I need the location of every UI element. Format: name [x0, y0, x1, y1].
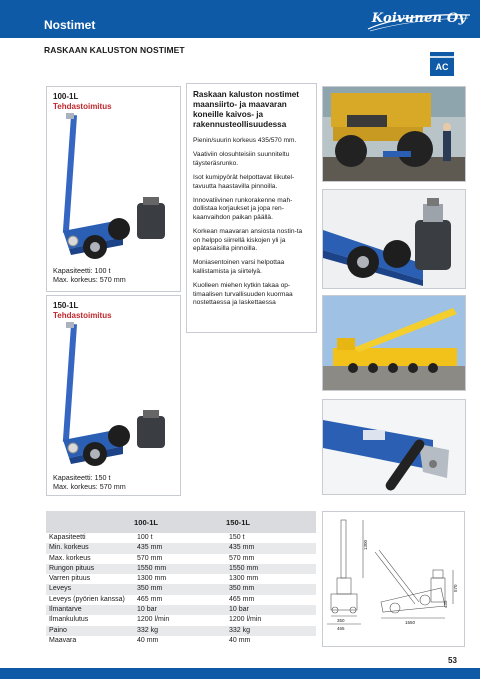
- spec-label: Kapasiteetti: [49, 534, 86, 541]
- spec-label: Paino: [46, 626, 134, 636]
- jack-handle-image: [323, 400, 466, 495]
- photo-jack-closeup: [322, 189, 466, 289]
- dim-label: 1300: [363, 539, 368, 550]
- spec-value: 1300 mm: [229, 575, 259, 583]
- spec-value: 435 mm: [226, 543, 316, 553]
- spec-value: 465 mm: [229, 595, 255, 603]
- table-row: [46, 533, 316, 543]
- photo-crane: [322, 295, 466, 391]
- spec-value: 1200 l/min: [137, 616, 170, 624]
- technical-drawing: [322, 511, 465, 647]
- product-card-150: [46, 295, 181, 496]
- product-delivery: Tehdastoimitus: [53, 102, 112, 111]
- product-model: 150-1L: [53, 301, 79, 310]
- ac-logo-icon: [430, 52, 454, 76]
- jack-image-150: [53, 322, 177, 470]
- spec-value: 10 bar: [226, 605, 316, 615]
- spec-label: Ilmankulutus: [49, 616, 89, 624]
- spec-value: 1200 l/min: [229, 616, 262, 624]
- spec-header-cell: 100-1L: [134, 511, 226, 533]
- spec-header-cell: 150-1L: [226, 511, 316, 533]
- description-paragraph: Pienin/suurin korkeus 435/570 mm.: [193, 137, 297, 144]
- spec-value: 350 mm: [226, 584, 316, 594]
- description-paragraph: Innovatiivinen runkorakenne mah-dollistaa korjaukset ja jopa ren-kaanvaihdon paikan päällä.: [193, 197, 293, 221]
- dim-label: 1550: [405, 620, 416, 625]
- product-card-100: [46, 86, 181, 292]
- page-number: 53: [448, 656, 457, 665]
- product-max-height: Max. korkeus: 570 mm: [53, 275, 126, 284]
- spec-header-cell: [46, 511, 134, 533]
- photo-handle: [322, 399, 466, 495]
- spec-value: 1550 mm: [134, 564, 226, 574]
- spec-table: [46, 511, 316, 646]
- table-row: [46, 595, 316, 605]
- description-paragraph: Vaativiin olosuhteisiin suunniteltu täysteräsrunko.: [193, 151, 290, 167]
- table-row: [46, 626, 316, 636]
- spec-value: 10 bar: [134, 605, 226, 615]
- logo-text: Koivunen Oy: [371, 11, 467, 26]
- table-row: [46, 636, 316, 646]
- table-row: [46, 584, 316, 594]
- jack-image-100: [53, 113, 177, 263]
- table-row: [46, 574, 316, 584]
- spec-label: Max. korkeus: [49, 554, 91, 562]
- spec-label: Leveys (pyörien kanssa): [49, 595, 125, 603]
- spec-label: Varren pituus: [49, 575, 91, 583]
- spec-value: 1300 mm: [137, 575, 167, 583]
- product-capacity: Kapasiteetti: 100 t: [53, 266, 111, 275]
- description-title: Raskaan kaluston nostimet maansiirto- ja maavaran koneille kaivos- ja rakennusteollisuudessa: [193, 90, 300, 129]
- spec-value: 570 mm: [137, 554, 163, 562]
- spec-table-header: [46, 511, 316, 533]
- spec-value: 40 mm: [137, 636, 159, 644]
- page-footer-bar: [0, 668, 480, 679]
- spec-label: Leveys: [46, 584, 134, 594]
- ac-badge-text: AC: [435, 62, 449, 72]
- table-row: [46, 543, 316, 553]
- product-delivery: Tehdastoimitus: [53, 311, 112, 320]
- photo-mining-truck: [322, 86, 466, 182]
- dim-label: 465: [337, 626, 345, 631]
- dim-label: 350: [337, 618, 345, 623]
- page-header: [0, 0, 480, 38]
- spec-value: 332 kg: [226, 626, 316, 636]
- spec-label: Rungon pituus: [46, 564, 134, 574]
- product-description: [186, 83, 317, 333]
- spec-value: 465 mm: [137, 595, 163, 603]
- spec-label: Ilmantarve: [46, 605, 134, 615]
- spec-value: 332 kg: [134, 626, 226, 636]
- mining-truck-image: [323, 87, 466, 182]
- table-row: [46, 554, 316, 564]
- spec-value: 1550 mm: [226, 564, 316, 574]
- description-paragraph: Kuolleen miehen kytkin takaa op-timaalisen turvallisuuden kuormaa nostettaessa ja laskettaessa: [193, 282, 293, 307]
- spec-value: 570 mm: [229, 554, 255, 562]
- spec-value: 435 mm: [134, 543, 226, 553]
- jack-dimension-drawing: [323, 512, 466, 648]
- description-paragraph: Moniasentoinen varsi helpottaa kallistamista ja siirtelyä.: [193, 259, 285, 275]
- spec-value: 100 t: [137, 534, 153, 541]
- page-title: Nostimet: [44, 18, 96, 32]
- product-model: 100-1L: [53, 92, 79, 101]
- company-logo: [364, 9, 474, 33]
- dim-label: 435: [443, 600, 448, 608]
- spec-value: 150 t: [229, 534, 245, 541]
- table-row: [46, 564, 316, 574]
- ac-badge: [430, 52, 454, 76]
- product-max-height: Max. korkeus: 570 mm: [53, 482, 126, 491]
- table-row: [46, 615, 316, 625]
- spec-label: Min. korkeus: [46, 543, 134, 553]
- table-row: [46, 605, 316, 615]
- spec-value: 350 mm: [134, 584, 226, 594]
- description-paragraph: Isot kumipyörät helpottavat liikutel-tavuutta haastavilla pinnoilla.: [193, 174, 295, 190]
- crane-image: [323, 296, 466, 391]
- section-subtitle: RASKAAN KALUSTON NOSTIMET: [44, 45, 185, 55]
- jack-closeup-image: [323, 190, 466, 289]
- product-capacity: Kapasiteetti: 150 t: [53, 473, 111, 482]
- dim-label: 570: [453, 584, 458, 592]
- spec-value: 40 mm: [229, 636, 251, 644]
- description-paragraph: Korkean maavaran ansiosta nostin-ta on helppo siirrellä kiskojen yli ja epätasaisilla pinnoilla.: [193, 228, 303, 253]
- spec-label: Maavara: [49, 636, 77, 644]
